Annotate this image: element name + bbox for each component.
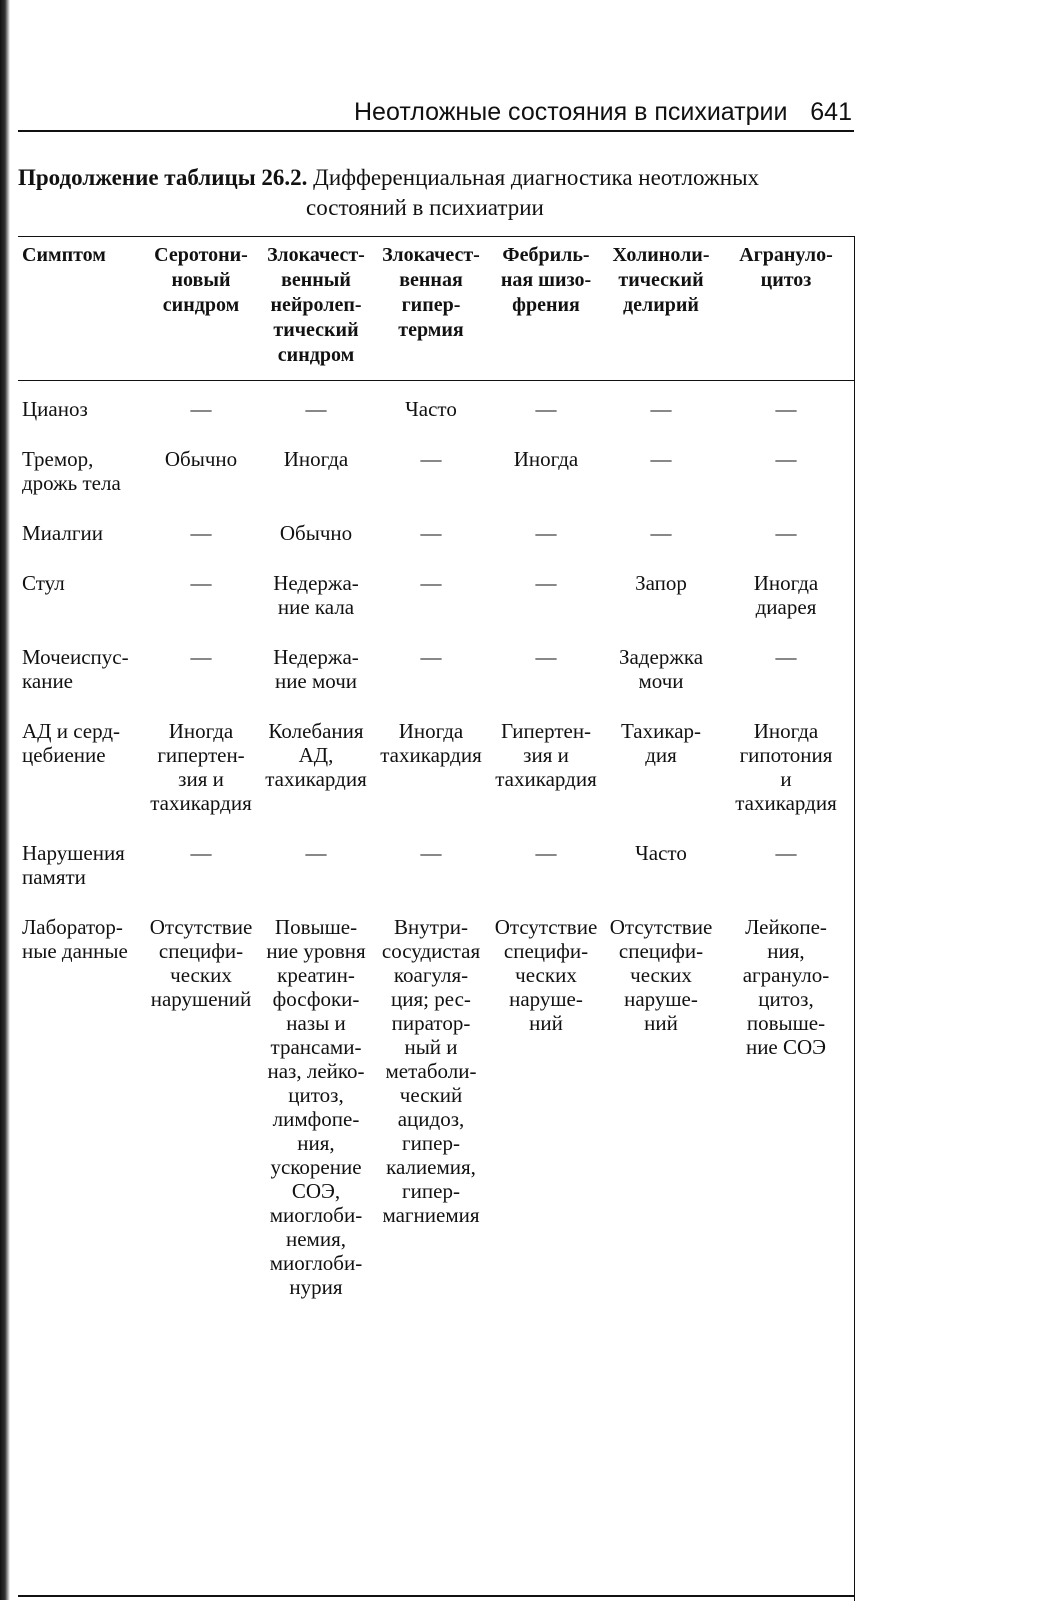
table-row bbox=[18, 915, 854, 1299]
symptom-cell: Миалгии bbox=[22, 521, 103, 545]
table-cell: — bbox=[535, 841, 557, 865]
table-cell: Иногда тахикардия bbox=[380, 719, 482, 767]
table-header-row bbox=[18, 243, 854, 381]
binding-edge bbox=[0, 0, 10, 1600]
symptom-cell: Тремор, дрожь тела bbox=[22, 447, 121, 495]
table-row bbox=[18, 719, 854, 841]
caption-label: Продолжение таблицы 26.2. bbox=[18, 165, 308, 190]
table-cell: Тахикар- дия bbox=[620, 719, 702, 767]
table-cell: — bbox=[535, 397, 557, 421]
table-cell: — bbox=[420, 447, 442, 471]
table-cell: Иногда bbox=[283, 447, 349, 471]
table-cell: — bbox=[305, 841, 327, 865]
symptom-cell: Нарушения памяти bbox=[22, 841, 125, 889]
table-cell: — bbox=[650, 397, 672, 421]
table-cell: Отсутствие специфи- ческих наруше- ний bbox=[609, 915, 713, 1035]
column-header: Агрануло- цитоз bbox=[718, 243, 854, 381]
symptom-cell: Лаборатор- ные данные bbox=[22, 915, 128, 963]
table-cell: — bbox=[650, 521, 672, 545]
diagnosis-table bbox=[18, 243, 854, 1299]
column-header: Злокачест- венная гипер- термия bbox=[374, 243, 488, 381]
table-cell: — bbox=[190, 397, 212, 421]
table-cell: — bbox=[420, 841, 442, 865]
table-cell: — bbox=[775, 521, 797, 545]
table-cell: Обычно bbox=[164, 447, 238, 471]
table-cell: Иногда диарея bbox=[753, 571, 819, 619]
table-cell: — bbox=[190, 571, 212, 595]
caption-title-line1: Дифференциальная диагностика неотложных bbox=[313, 165, 760, 190]
table-cell: — bbox=[775, 645, 797, 669]
table-cell: Обычно bbox=[279, 521, 353, 545]
symptom-cell: Стул bbox=[22, 571, 65, 595]
table-cell: Гипертен- зия и тахикардия bbox=[495, 719, 597, 791]
running-head bbox=[354, 98, 852, 127]
table-cell: — bbox=[535, 521, 557, 545]
column-header: Фебриль- ная шизо- френия bbox=[488, 243, 604, 381]
table-cell: Недержа- ние мочи bbox=[273, 645, 359, 693]
page-number: 641 bbox=[810, 98, 852, 126]
table-row bbox=[18, 447, 854, 521]
table-cell: — bbox=[305, 397, 327, 421]
table-cell: — bbox=[535, 645, 557, 669]
table-cell: Иногда гипотония и тахикардия bbox=[735, 719, 837, 815]
table-cell: Лейкопе- ния, агрануло- цитоз, повыше- ние СОЭ bbox=[742, 915, 830, 1059]
symptom-cell: Цианоз bbox=[22, 397, 88, 421]
running-title: Неотложные состояния в психиатрии bbox=[354, 98, 788, 126]
table-row bbox=[18, 381, 854, 448]
table-cell: Отсутствие специфи- ческих наруше- ний bbox=[494, 915, 598, 1035]
table-cell: Иногда bbox=[513, 447, 579, 471]
column-header: Серотони- новый синдром bbox=[144, 243, 258, 381]
table-cell: — bbox=[650, 447, 672, 471]
table-cell: — bbox=[190, 645, 212, 669]
table-cell: — bbox=[535, 571, 557, 595]
table-cell: Иногда гипертен- зия и тахикардия bbox=[150, 719, 252, 815]
table-cell: Часто bbox=[405, 397, 457, 421]
table-cell: Часто bbox=[635, 841, 687, 865]
table-row bbox=[18, 645, 854, 719]
table-cell: — bbox=[775, 397, 797, 421]
table-row bbox=[18, 841, 854, 915]
column-header: Холиноли- тический делирий bbox=[604, 243, 718, 381]
table-cell: Задержка мочи bbox=[618, 645, 704, 693]
column-header: Злокачест- венный нейролеп- тический синдром bbox=[258, 243, 374, 381]
table-cell: — bbox=[420, 521, 442, 545]
table-cell: — bbox=[775, 447, 797, 471]
table-cell: — bbox=[775, 841, 797, 865]
header-rule bbox=[18, 130, 854, 132]
symptom-cell: АД и серд- цебиение bbox=[22, 719, 121, 767]
table-row bbox=[18, 571, 854, 645]
table-row bbox=[18, 521, 854, 571]
table-cell: Запор bbox=[635, 571, 687, 595]
column-header: Симптом bbox=[18, 243, 144, 381]
table-cell: Отсутствие специфи- ческих нарушений bbox=[149, 915, 253, 1011]
symptom-cell: Мочеиспус- кание bbox=[22, 645, 129, 693]
table-cell: Недержа- ние кала bbox=[273, 571, 359, 619]
table-bottom-rule bbox=[18, 1595, 854, 1597]
table-cell: Повыше- ние уровня креатин- фосфоки- назы и трансами- наз, лейко- цитоз, лимфопе- ния, ускорение СОЭ, миоглоби- немия, миоглоби- нурия bbox=[266, 915, 366, 1299]
table-cell: — bbox=[190, 521, 212, 545]
table-cell: — bbox=[420, 571, 442, 595]
table-cell: — bbox=[420, 645, 442, 669]
table-cell: — bbox=[190, 841, 212, 865]
table-cell: Внутри- сосудистая коагуля- ция; рес- пиратор- ный и метаболи- ческий ацидоз, гипер- калиемия, гипер- магниемия bbox=[381, 915, 481, 1227]
table-cell: Колебания АД, тахикардия bbox=[265, 719, 367, 791]
caption-title-line2: состояний в психиатрии bbox=[306, 195, 544, 220]
table-caption bbox=[18, 163, 848, 223]
